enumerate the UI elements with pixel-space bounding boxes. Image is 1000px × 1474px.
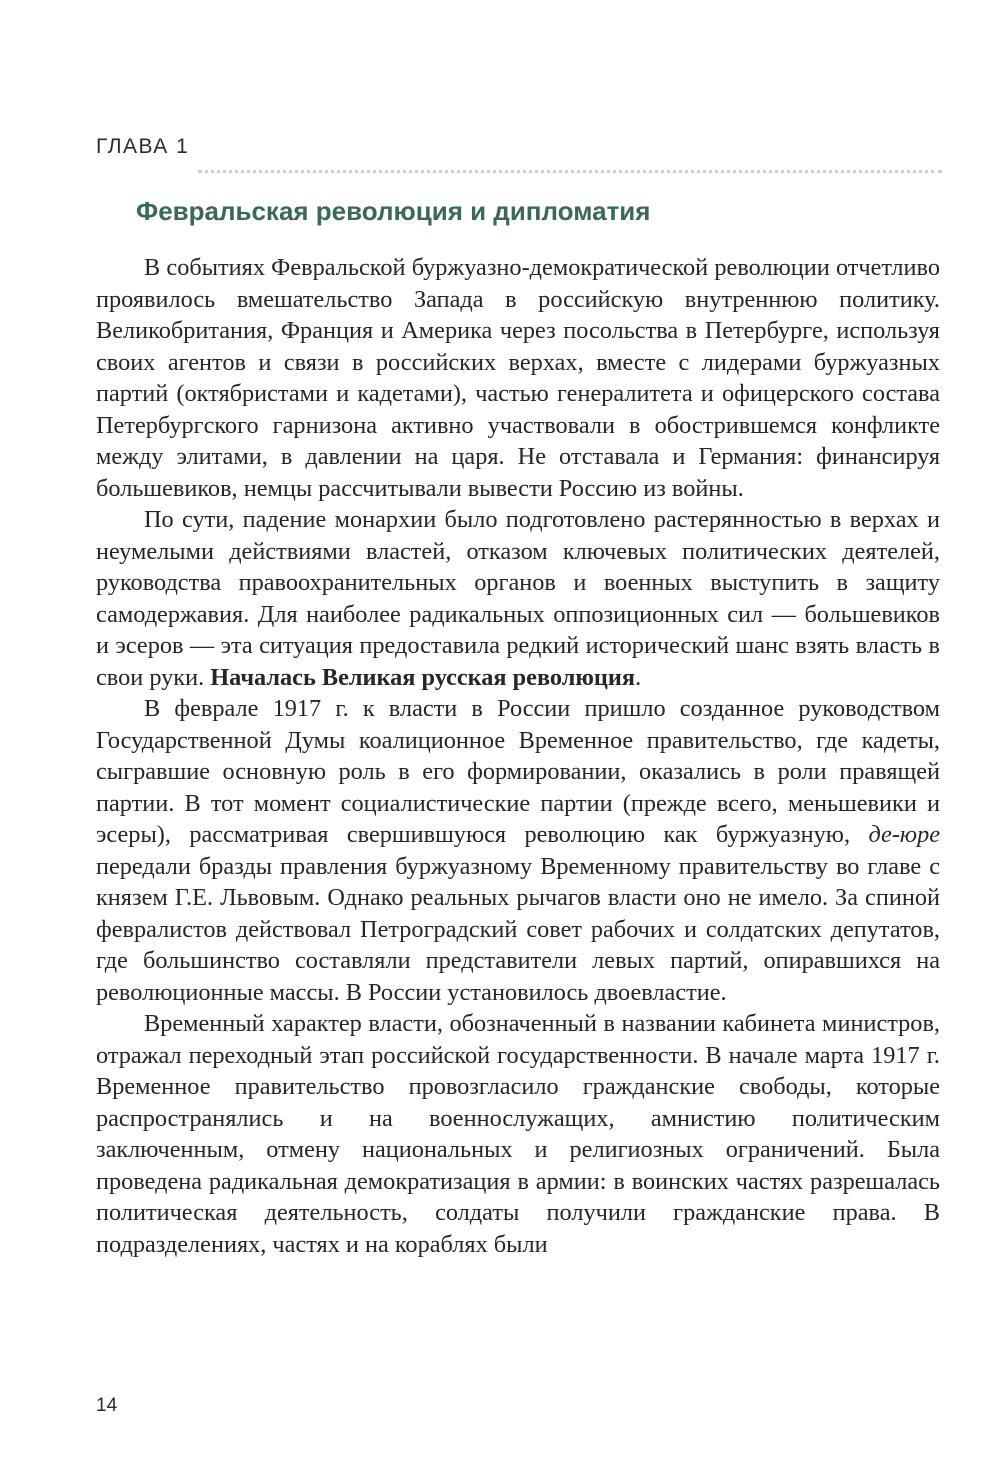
paragraph-2 xyxy=(96,504,940,693)
chapter-dotted-rule xyxy=(198,170,942,173)
paragraph-3 xyxy=(96,693,940,1008)
chapter-label: ГЛАВА 1 xyxy=(96,135,190,158)
paragraph-4: Временный характер власти, обозначенный в названии кабинета министров, отражал переходный этап российской государственности. В начале марта 1917 г. Временное правительство провозгласило гражданские свободы, которые распространялись и на военнослужащих, амнистию политическим заключенным, отмену национальных и религиозных ограничений. Была проведена радикальная демократизация в армии: в воинских частях разрешалась политическая деятельность, солдаты получили гражданские права. В подразделениях, частях и на кораблях были xyxy=(96,1010,940,1258)
paragraph-2-text: По сути, падение монархии было подготовлено растерянностью в верхах и неумелыми действиями властей, отказом ключевых политических деятелей, руководства правоохранительных органов и военных выступить в защиту самодержавия. Для наиболее радикальных оппозиционных сил — большевиков и эсеров — эта ситуация предоставила редкий исторический шанс взять власть в свои руки. xyxy=(96,506,940,691)
paragraph-2-end: . xyxy=(635,663,642,691)
paragraph-1: В событиях Февральской буржуазно-демократической революции отчетливо проявилось вмешательство Запада в российскую внутреннюю политику. Великобритания, Франция и Америка через посольства в Петербурге, используя своих агентов и связи в российских верхах, вместе с лидерами буржуазных партий (октябристами и кадетами), частью генералитета и офицерского состава Петербургского гарнизона активно участвовали в обострившемся конфликте между элитами, в давлении на царя. Не отставала и Германия: финансируя большевиков, немцы рассчитывали вывести Россию из войны. xyxy=(96,254,940,502)
page-number: 14 xyxy=(96,1395,118,1416)
paragraph-2-bold-phrase: Началась Великая русская революция xyxy=(210,663,636,691)
paragraph-3-italic-term: де-юре xyxy=(868,821,940,848)
paragraph-3-text: В феврале 1917 г. к власти в России пришло созданное руководством Государственной Думы коалиционное Временное правительство, где кадеты, сыгравшие основную роль в его формировании, оказались в роли правящей партии. В тот момент социалистические партии (прежде всего, меньшевики и эсеры), рассматривая свершившуюся революцию как буржуазную, xyxy=(96,695,940,848)
section-title: Февральская революция и дипломатия xyxy=(136,196,651,226)
paragraph-3-end: передали бразды правления буржуазному Временному правительству во главе с князем Г.Е. Львовым. Однако реальных рычагов власти оно не имело. За спиной февралистов действовал Петроградский совет рабочих и солдатских депутатов, где большинство составляли представители левых партий, опиравшихся на революционные массы. В России установилось двоевластие. xyxy=(96,852,940,1006)
body-text xyxy=(96,252,940,1260)
